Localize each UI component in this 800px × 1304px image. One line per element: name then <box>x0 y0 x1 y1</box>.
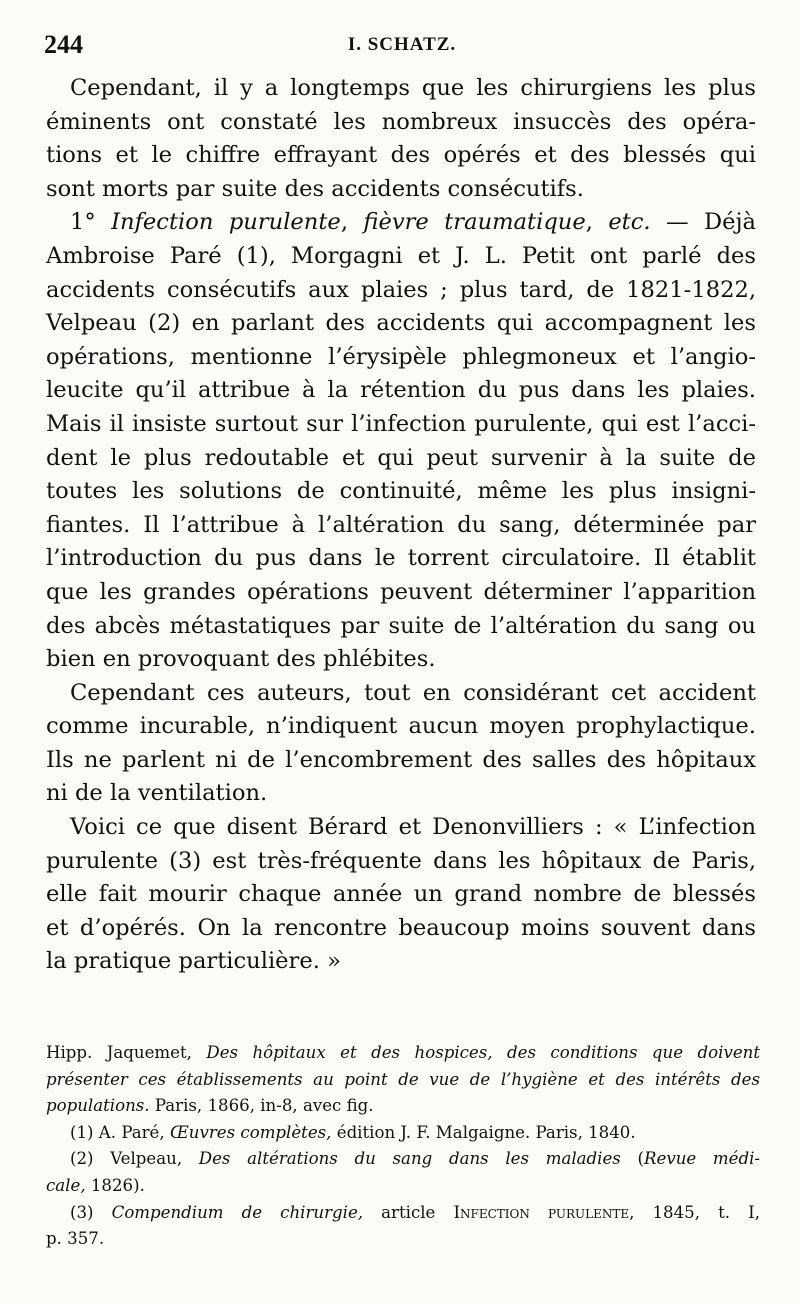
footnote-text: (1) A. Paré, <box>70 1122 170 1142</box>
section-title-3: etc. <box>608 209 651 236</box>
footnotes <box>46 1040 760 1253</box>
body-line: des abcès métastatiques par suite de l’altération du sang ou <box>46 612 756 639</box>
footnote-text: (3) <box>70 1202 112 1222</box>
body-line: accidents consécutifs aux plaies ; plus tard, de 1821-1822, <box>46 276 756 303</box>
section-title: Infection purulente <box>111 209 341 236</box>
footnote-text: 1845, t. I, <box>634 1202 760 1222</box>
footnote-3 <box>46 1200 760 1227</box>
section-title-2: fièvre traumatique <box>363 209 586 236</box>
body-line: Cependant ces auteurs, tout en considérant cet accident <box>70 679 756 706</box>
body-line: Voici ce que disent Bérard et Denonvilliers : « L’infection <box>70 814 756 841</box>
body-line: que les grandes opérations peuvent déterminer l’apparition <box>46 578 756 605</box>
footnote-1 <box>46 1120 760 1147</box>
footnote-text: ( <box>620 1149 645 1169</box>
body-line: bien en provoquant des phlébites. <box>46 646 436 673</box>
body-line: opérations, mentionne l’érysipèle phlegmoneux et l’angio- <box>46 343 756 370</box>
footnote-title: cale, <box>46 1175 86 1195</box>
footnote-text: article <box>363 1202 454 1222</box>
footnote-text: Paris, 1866, in-8, avec fig. <box>149 1096 374 1116</box>
footnote-title: Compendium de chirurgie, <box>111 1202 364 1222</box>
footnote-3-continued: p. 357. <box>46 1229 105 1249</box>
body-line: fiantes. Il l’attribue à l’altération du sang, déterminée par <box>46 511 756 538</box>
footnote-title: populations. <box>46 1096 150 1116</box>
footnote-reference-line <box>46 1040 760 1067</box>
footnote-reference-line: présenter ces établissements au point de vue de l’hygiène et des intérêts des <box>46 1069 760 1089</box>
running-head: I. SCHATZ. <box>347 34 457 55</box>
body-line: tions et le chiffre effrayant des opérés et des blessés qui <box>46 142 756 169</box>
body-line: leucite qu’il attribue à la rétention du pus dans les plaies. <box>46 377 756 404</box>
section-number: 1° <box>70 209 112 236</box>
body-line: l’introduction du pus dans le torrent circulatoire. Il établit <box>46 545 756 572</box>
footnote-2-continued <box>46 1173 760 1200</box>
page-header <box>44 30 760 60</box>
body-line: Cependant, il y a longtemps que les chirurgiens les plus <box>70 75 756 101</box>
body-line: dent le plus redoutable et qui peut survenir à la suite de <box>46 444 756 471</box>
body-line: Ambroise Paré (1), Morgagni et J. L. Petit ont parlé des <box>46 242 756 269</box>
footnote-title: Des hôpitaux et des hospices, des conditions que doivent <box>206 1043 760 1062</box>
body-line: purulente (3) est très-fréquente dans les hôpitaux de Paris, <box>46 847 756 874</box>
footnote-title: Œuvres complètes, <box>169 1122 332 1142</box>
footnote-2 <box>46 1146 760 1173</box>
footnote-text: 1826). <box>85 1175 145 1195</box>
body-text <box>46 72 756 979</box>
body-line: Ils ne parlent ni de l’encombrement des salles des hôpitaux <box>46 746 756 773</box>
footnote-author: Hipp. Jaquemet, <box>46 1043 207 1062</box>
body-line: comme incurable, n’indiquent aucun moyen prophylactique. <box>46 713 756 740</box>
footnote-title: Des altérations du sang dans les maladies <box>198 1149 621 1169</box>
body-line: toutes les solutions de continuité, même les plus insigni- <box>46 478 756 505</box>
body-line: la pratique particulière. » <box>46 948 341 975</box>
footnote-text: (2) Velpeau, <box>70 1149 199 1169</box>
body-line: elle fait mourir chaque année un grand nombre de blessés <box>46 881 756 908</box>
footnote-title: Revue médi- <box>644 1149 761 1169</box>
page-number: 244 <box>44 30 83 59</box>
body-line: ni de la ventilation. <box>46 780 268 807</box>
body-line: Mais il insiste surtout sur l’infection purulente, qui est l’acci- <box>46 410 756 437</box>
body-line: éminents ont constaté les nombreux insuccès des opéra- <box>46 108 756 135</box>
body-line: et d’opérés. On la rencontre beaucoup moins souvent dans <box>46 914 756 941</box>
footnote-text: édition J. F. Malgaigne. Paris, 1840. <box>331 1122 636 1142</box>
section-heading-line: 1° Infection purulente, fièvre traumatique, etc. — Déjà <box>70 209 756 236</box>
footnote-smallcaps: Infection purulente, <box>453 1202 635 1222</box>
footnote-reference-line <box>46 1093 760 1120</box>
body-line: sont morts par suite des accidents consécutifs. <box>46 175 584 202</box>
body-line: Velpeau (2) en parlant des accidents qui accompagnent les <box>46 310 756 337</box>
